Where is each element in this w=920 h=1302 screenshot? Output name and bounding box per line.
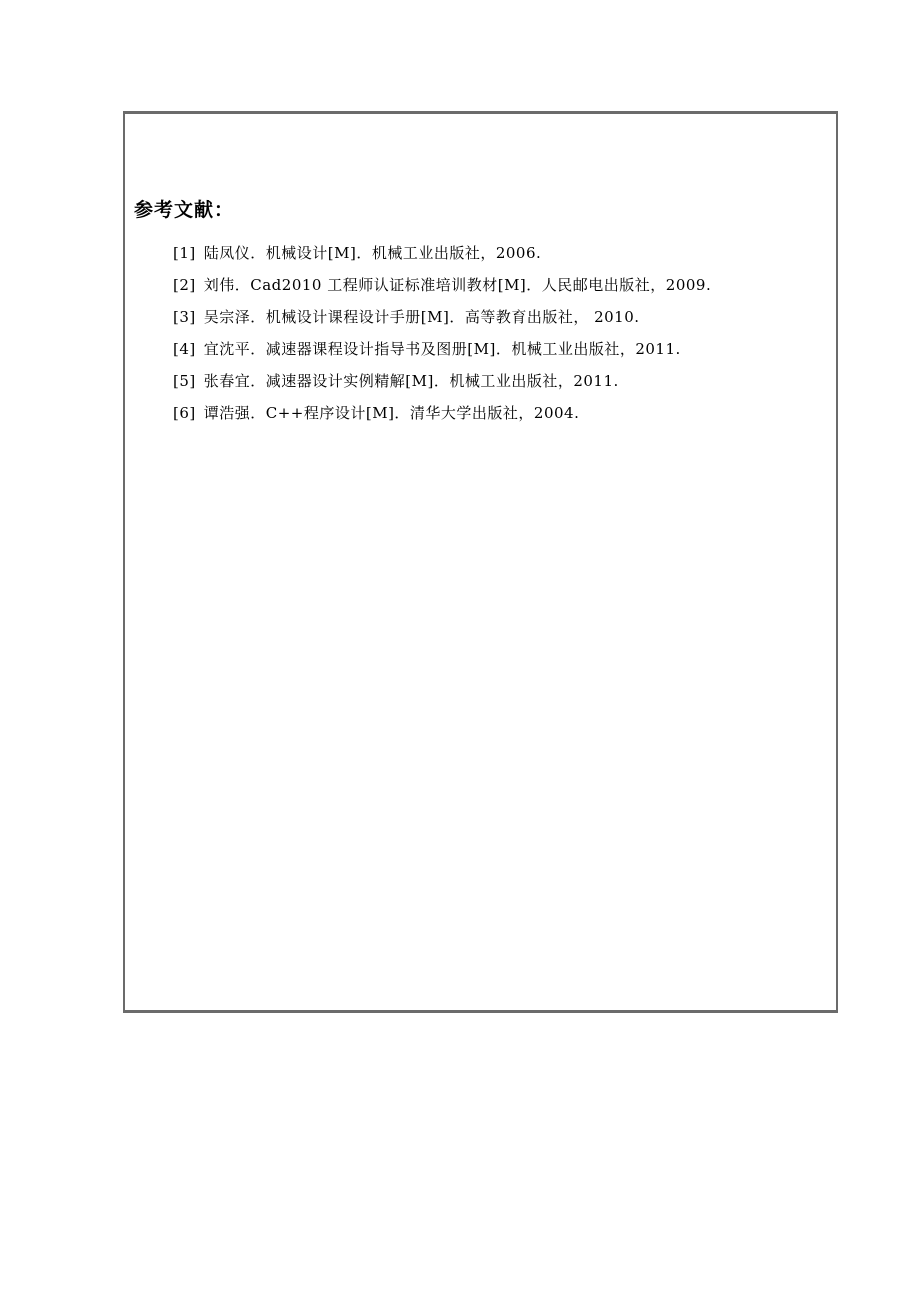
reference-text: 刘伟．Cad2010 工程师认证标准培训教材[M]．人民邮电出版社，2009. (203, 276, 712, 294)
reference-text: 张春宜．减速器设计实例精解[M]．机械工业出版社，2011. (203, 372, 619, 390)
reference-item (173, 338, 711, 370)
reference-number: [2] (173, 276, 196, 294)
references-list (173, 242, 711, 434)
reference-item (173, 274, 711, 306)
reference-number: [3] (173, 308, 196, 326)
reference-text: 陆凤仪．机械设计[M]．机械工业出版社，2006. (203, 244, 542, 262)
reference-item (173, 402, 711, 434)
reference-item (173, 370, 711, 402)
reference-number: [1] (173, 244, 196, 262)
reference-number: [6] (173, 404, 196, 422)
reference-text: 谭浩强．C++程序设计[M]．清华大学出版社，2004. (203, 404, 580, 422)
reference-text: 吴宗泽．机械设计课程设计手册[M]．高等教育出版社， 2010. (203, 308, 640, 326)
references-heading: 参考文献： (134, 199, 235, 221)
page-frame (123, 111, 838, 1013)
reference-text: 宜沈平．减速器课程设计指导书及图册[M]．机械工业出版社，2011. (203, 340, 681, 358)
reference-item (173, 306, 711, 338)
reference-number: [5] (173, 372, 196, 390)
reference-item (173, 242, 711, 274)
reference-number: [4] (173, 340, 196, 358)
